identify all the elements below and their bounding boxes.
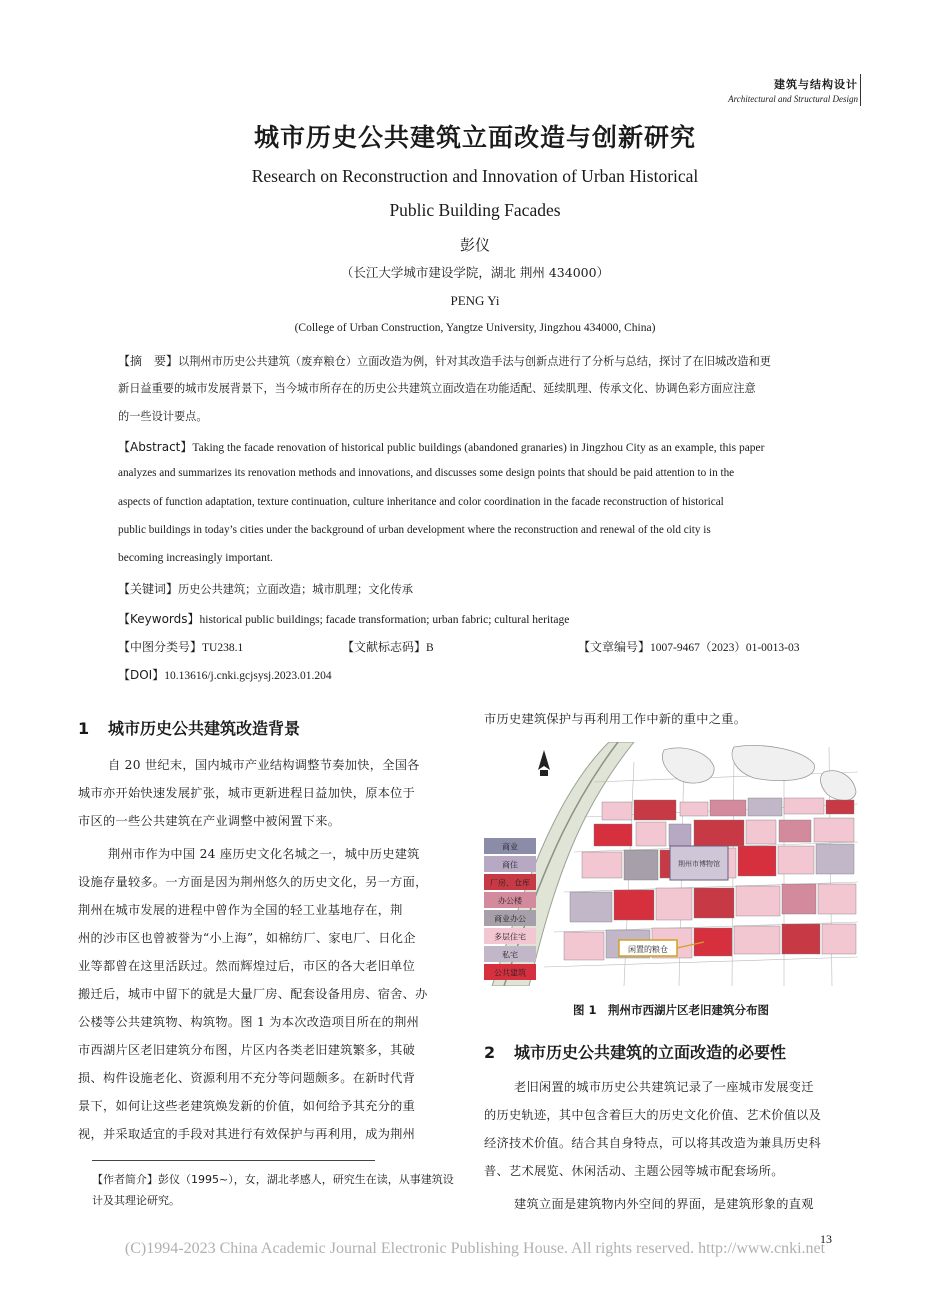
- author-name-en: PENG Yi: [450, 293, 500, 308]
- section-number: 2: [484, 1043, 496, 1062]
- copyright-watermark: (C)1994-2023 China Academic Journal Electronic Publishing House. All rights reserved. http://www.cnki.net: [124, 1240, 826, 1257]
- keywords-en-label: 【Keywords】: [118, 612, 200, 626]
- paragraph-line: 自 20 世纪末，国内城市产业结构调整节奏加快，全国各: [108, 758, 420, 772]
- footnote-rule: [92, 1160, 375, 1161]
- clc-label: 【中图分类号】: [118, 640, 203, 654]
- paragraph-line: 荆州市作为中国 24 座历史文化名城之一，城中历史建筑: [108, 847, 420, 861]
- paragraph-line: 视，并采取适宜的手段对其进行有效保护与再利用，成为荆州: [78, 1127, 416, 1141]
- article-number-value: 1007-9467（2023）01-0013-03: [650, 642, 800, 654]
- abstract-zh-line: 新日益重要的城市发展背景下，当今城市所存在的历史公共建筑立面改造在功能适配、延续肌理、传承文化、协调色彩方面应注意: [118, 382, 756, 395]
- section-2-heading: [484, 1040, 786, 1063]
- affiliation-en: (College of Urban Construction, Yangtze University, Jingzhou 434000, China): [294, 322, 656, 334]
- section-1-heading: [78, 716, 300, 739]
- paragraph-line: 老旧闲置的城市历史公共建筑记录了一座城市发展变迁: [514, 1080, 814, 1094]
- paragraph-line: 普、艺术展览、休闲活动、主题公园等城市配套场所。: [484, 1164, 784, 1178]
- abstract-en-line: [118, 438, 833, 455]
- paragraph-line: 建筑立面是建筑物内外空间的界面，是建筑形象的直观: [514, 1197, 814, 1211]
- page-title: 城市历史公共建筑立面改造与创新研究: [253, 123, 696, 152]
- abstract-en-line: analyzes and summarizes its renovation methods and innovations, and discusses some design points that should be paid attention to in the: [118, 467, 735, 479]
- author-bio-label: 【作者简介】: [92, 1173, 158, 1186]
- abstract-zh-label: 【摘 要】: [118, 354, 179, 368]
- section-title: 城市历史公共建筑改造背景: [108, 719, 301, 738]
- abstract-en-text: Taking the facade renovation of historical public buildings (abandoned granaries) in Jingzhou City as an example, this paper: [192, 442, 765, 454]
- doc-code-field: [342, 638, 434, 655]
- section-title: 城市历史公共建筑的立面改造的必要性: [514, 1043, 787, 1062]
- running-header: [728, 76, 858, 104]
- district-map: [484, 742, 858, 986]
- section-number: 1: [78, 719, 90, 738]
- doc-code-value: B: [426, 642, 434, 654]
- abstract-en-line: public buildings in today’s cities under the background of urban development where the reconstruction and renewal of the old city is: [118, 524, 711, 536]
- article-number-field: [578, 638, 800, 655]
- author-bio-text: 彭仪（1995~），女，湖北孝感人，研究生在读，从事建筑设: [158, 1173, 454, 1186]
- granary-annotation: 闲置的粮仓: [628, 945, 668, 954]
- paragraph-line: 设施存量较多。一方面是因为荆州悠久的历史文化，另一方面，: [78, 875, 428, 889]
- article-number-label: 【文章编号】: [578, 640, 651, 654]
- legend-label: 商业办公: [494, 914, 526, 924]
- paragraph-line: 经济技术价值。结合其自身特点，可以将其改造为兼具历史科: [484, 1136, 822, 1150]
- journal-name: 建筑与结构设计: [774, 78, 858, 91]
- legend-label: 商住: [502, 860, 518, 870]
- abstract-en-label: 【Abstract】: [118, 440, 193, 454]
- paragraph-line: 搬迁后，城市中留下的就是大量厂房、配套设备用房、宿舍、办: [78, 987, 428, 1001]
- doi-label: 【DOI】: [118, 668, 165, 682]
- abstract-zh-text: 以荆州市历史公共建筑（废弃粮仓）立面改造为例，针对其改造手法与创新点进行了分析与总结，探讨了在旧城改造和更: [178, 355, 771, 368]
- legend-label: 办公楼: [498, 896, 522, 906]
- keywords-zh: [118, 580, 833, 597]
- keywords-zh-text: 历史公共建筑；立面改造；城市肌理；文化传承: [178, 583, 413, 596]
- author-name: 彭仪: [459, 236, 490, 254]
- keywords-en: [118, 610, 833, 627]
- author-bio-line: 计及其理论研究。: [92, 1194, 180, 1207]
- paragraph-line: 景下，如何让这些老建筑焕发新的价值，如何给予其充分的重: [78, 1099, 416, 1113]
- legend-label: 多层住宅: [494, 932, 526, 942]
- doc-code-label: 【文献标志码】: [342, 640, 427, 654]
- affiliation: （长江大学城市建设学院，湖北 荆州 434000）: [340, 265, 610, 280]
- keywords-zh-label: 【关键词】: [118, 582, 179, 596]
- paragraph-line: 的历史轨迹，其中包含着巨大的历史文化价值、艺术价值以及: [484, 1108, 822, 1122]
- abstract-zh-line: [118, 352, 833, 369]
- doi-line: [118, 666, 833, 683]
- paragraph-line: 业等都曾在这里活跃过。然而辉煌过后，市区的各大老旧单位: [78, 959, 416, 973]
- legend-label: 私宅: [502, 950, 518, 960]
- figure-1: [484, 742, 858, 986]
- abstract-en-line: becoming increasingly important.: [118, 552, 273, 564]
- paragraph-line: 损、构件设施老化、资源利用不充分等问题颇多。在新时代背: [78, 1071, 416, 1085]
- paragraph-line: 市西湖片区老旧建筑分布图，片区内各类老旧建筑繁多，其破: [78, 1043, 416, 1057]
- author-bio-line: [92, 1171, 454, 1187]
- legend-label: 公共建筑: [494, 968, 526, 978]
- title-en-line-1: Research on Reconstruction and Innovation of Urban Historical: [251, 166, 699, 186]
- abstract-zh-line: 的一些设计要点。: [118, 410, 208, 423]
- museum-label: 荆州市博物馆: [678, 860, 720, 868]
- doi-value: 10.13616/j.cnki.gcjsysj.2023.01.204: [164, 670, 332, 682]
- paragraph-line: 公楼等公共建筑物、构筑物。图 1 为本次改造项目所在的荆州: [78, 1015, 420, 1029]
- keywords-en-text: historical public buildings; facade transformation; urban fabric; cultural heritage: [199, 614, 570, 626]
- page-number: 13: [820, 1232, 832, 1246]
- paragraph-line: 市区的一些公共建筑在产业调整中被闲置下来。: [78, 814, 341, 828]
- clc-field: [118, 638, 243, 655]
- paragraph-line: 荆州在城市发展的进程中曾作为全国的轻工业基地存在，荆: [78, 903, 403, 917]
- clc-value: TU238.1: [202, 642, 244, 654]
- paragraph-line: 城市亦开始快速发展扩张，城市更新进程日益加快，原本位于: [78, 786, 416, 800]
- journal-name-en: Architectural and Structural Design: [728, 94, 858, 104]
- figure-1-caption: 图 1 荆州市西湖片区老旧建筑分布图: [572, 1003, 769, 1017]
- abstract-en-line: aspects of function adaptation, texture continuation, culture inheritance and color coordination in the facade reconstruction of historical: [118, 496, 724, 508]
- paragraph-line: 州的沙市区也曾被誉为“小上海”，如棉纺厂、家电厂、日化企: [78, 931, 416, 945]
- header-rule: [860, 74, 861, 106]
- paragraph-line: 市历史建筑保护与再利用工作中新的重中之重。: [484, 712, 747, 726]
- title-en-line-2: Public Building Facades: [389, 200, 561, 220]
- legend-label: 厂房、仓库: [490, 878, 530, 888]
- legend-label: 商业: [502, 842, 518, 852]
